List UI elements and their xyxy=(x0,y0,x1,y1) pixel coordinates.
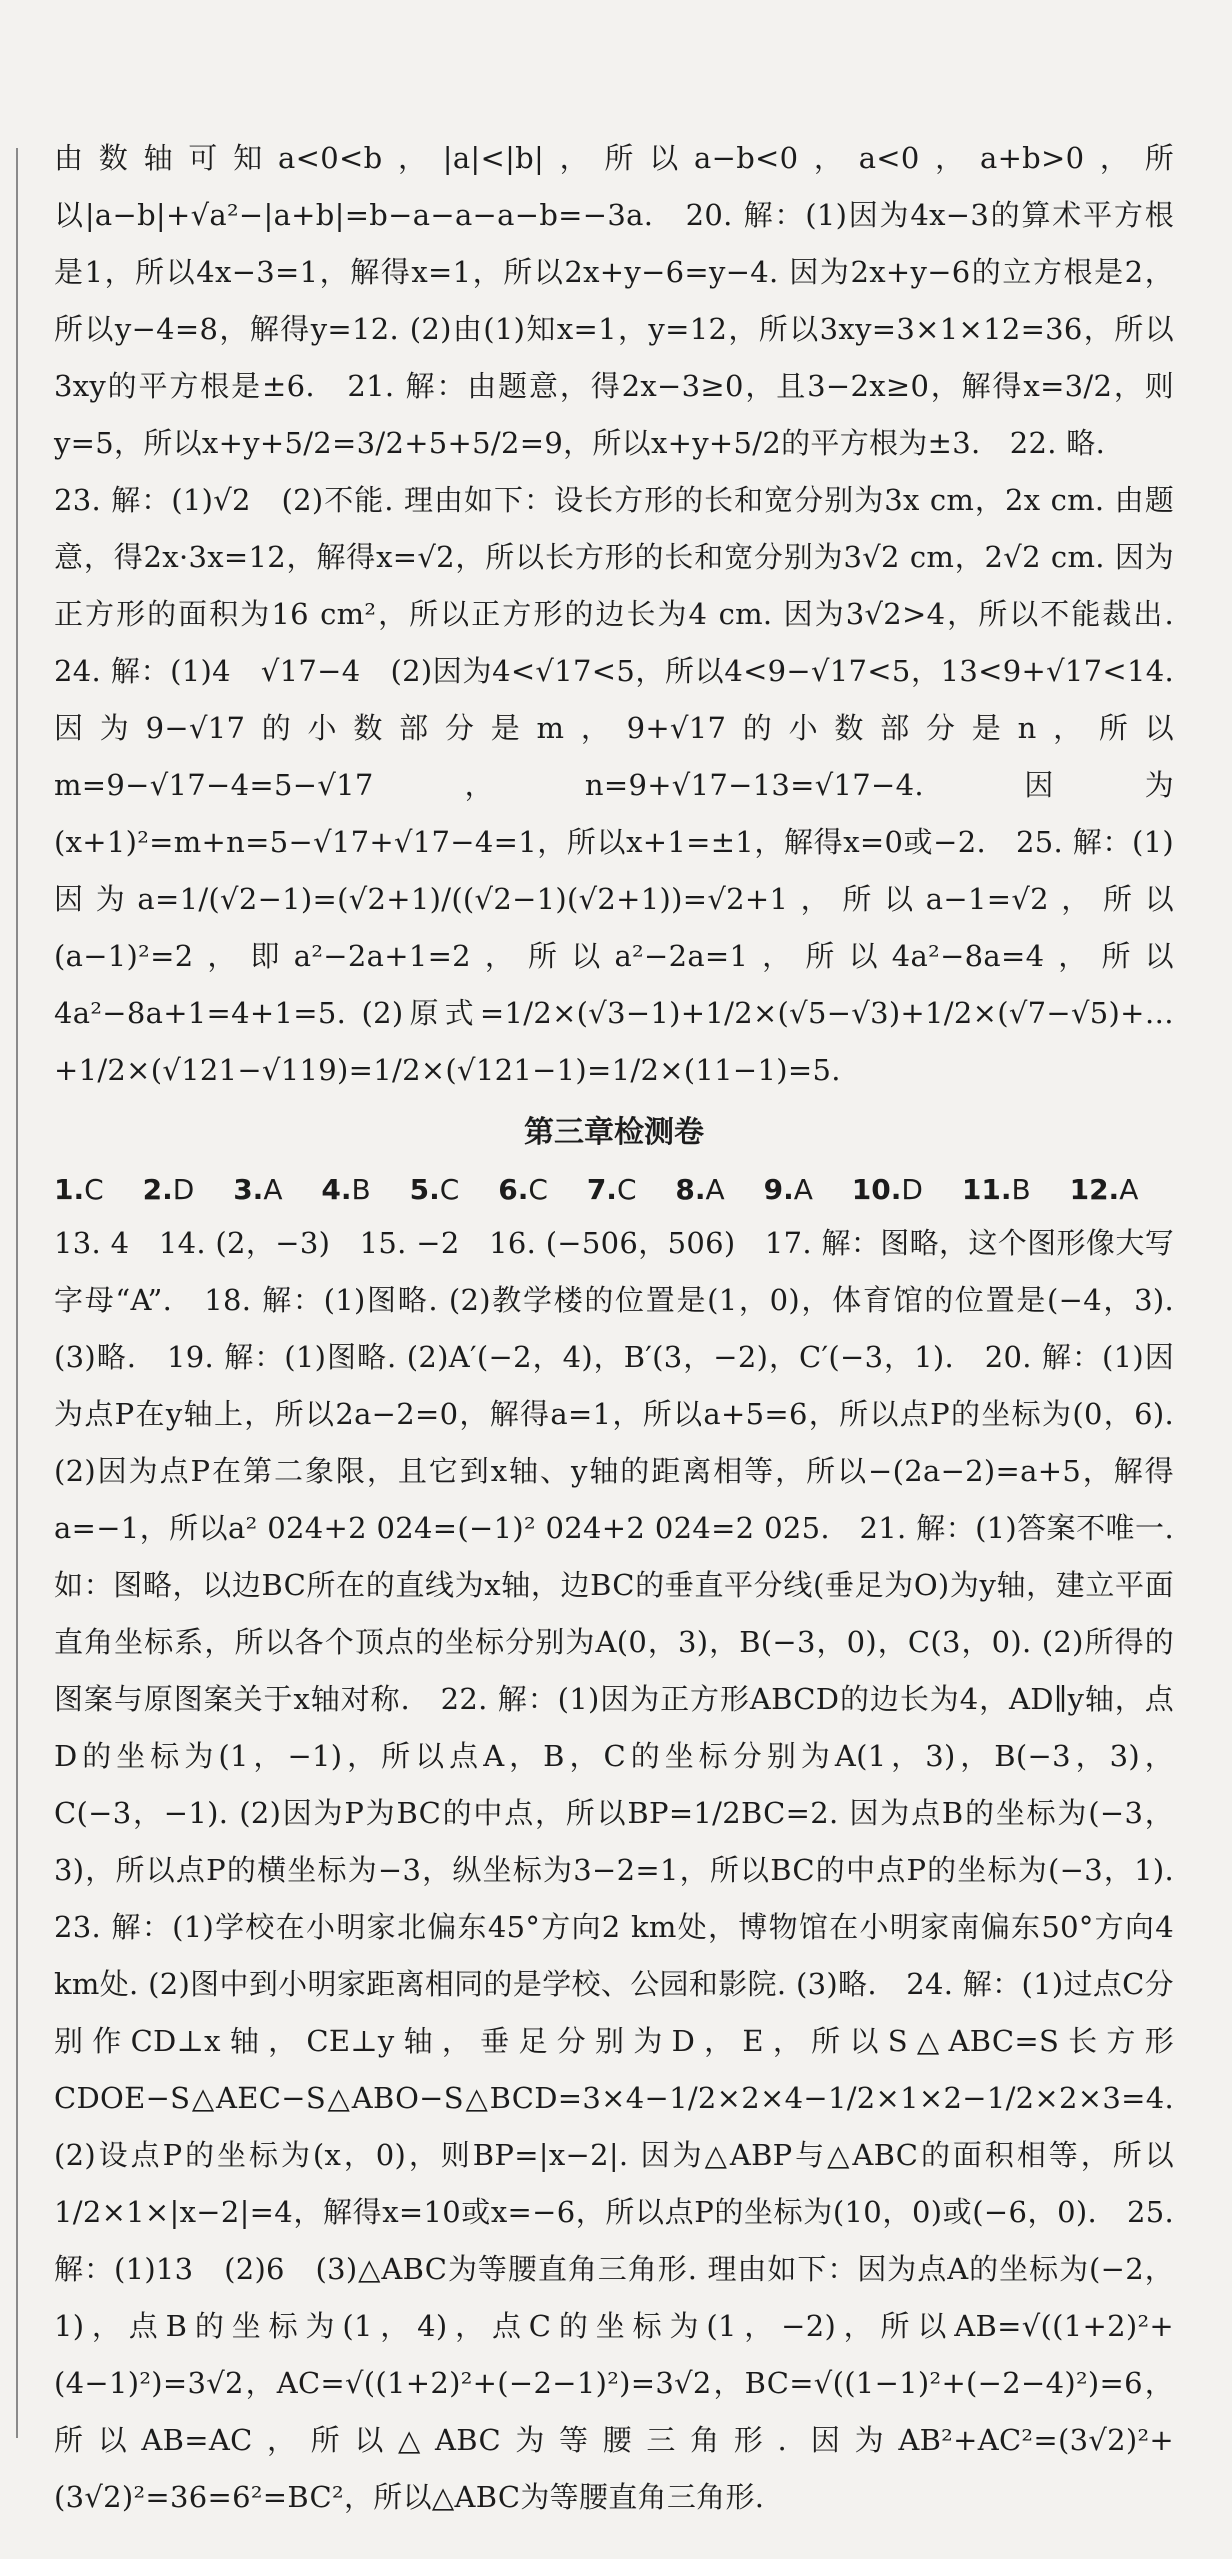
answer-paragraph-2: 23. 解：(1)√2 (2)不能. 理由如下：设长方形的长和宽分别为3x cm，2x cm. 由题意，得2x·3x=12，解得x=√2，所以长方形的长和宽分别为3√2 cm，2√2 cm. 因为正方形的面积为16 cm²，所以正方形的边长为4 cm. 因为3√2>4，所以不能裁出. 24. 解：(1)4 √17−4 (2)因为4<√17<5，所以4<9−√17<5，13<9+√17<14. 因为9−√17的小数部分是m，9+√17的小数部分是n，所以m=9−√17−4=5−√17，n=9+√17−13=√17−4. 因为(x+1)²=m+n=5−√17+√17−4=1，所以x+1=±1，解得x=0或−2. 25. 解：(1)因为a=1/(√2−1)=(√2+1)/((√2−1)(√2+1))=√2+1，所以a−1=√2，所以(a−1)²=2，即a²−2a+1=2，所以a²−2a=1，所以4a²−8a=4，所以4a²−8a+1=4+1=5. (2)原式=1/2×(√3−1)+1/2×(√5−√3)+1/2×(√7−√5)+…+1/2×(√121−√119)=1/2×(√121−1)=1/2×(11−1)=5. xyxy=(54,483,1204,1087)
choice-answer-4: 4.B xyxy=(321,1173,371,1206)
choice-answer-3: 3.A xyxy=(233,1173,283,1206)
answer-paragraph-3: 13. 4 14. (2，−3) 15. −2 16. (−506，506) 17. 解：图略，这个图形像大写字母“A”. 18. 解：(1)图略. (2)教学楼的位置是(1，0)，体育馆的位置是(−4，3). (3)略. 19. 解：(1)图略. (2)A′(−2，4)，B′(3，−2)，C′(−3，1). 20. 解：(1)因为点P在y轴上，所以2a−2=0，解得a=1，所以a+5=6，所以点P的坐标为(0，6). (2)因为点P在第二象限，且它到x轴、y轴的距离相等，所以−(2a−2)=a+5，解得a=−1，所以a² 024+2 024=(−1)² 024+2 024=2 025. 21. 解：(1)答案不唯一. 如：图略，以边BC所在的直线为x轴，边BC的垂直平分线(垂足为O)为y轴，建立平面直角坐标系，所以各个顶点的坐标分别为A(0，3)，B(−3，0)，C(3，0). (2)所得的图案与原图案关于x轴对称. 22. 解：(1)因为正方形ABCD的边长为4，AD∥y轴，点D的坐标为(1，−1)，所以点A，B，C的坐标分别为A(1，3)，B(−3，3)，C(−3，−1). (2)因为P为BC的中点，所以BP=1/2BC=2. 因为点B的坐标为(−3，3)，所以点P的横坐标为−3，纵坐标为3−2=1，所以BC的中点P的坐标为(−3，1). 23. 解：(1)学校在小明家北偏东45°方向2 km处，博物馆在小明家南偏东50°方向4 km处. (2)图中到小明家距离相同的是学校、公园和影院. (3)略. 24. 解：(1)过点C分别作CD⊥x轴，CE⊥y轴，垂足分别为D，E，所以S△ABC=S长方形CDOE−S△AEC−S△ABO−S△BCD=3×4−1/2×2×4−1/2×1×2−1/2×2×3=4. (2)设点P的坐标为(x，0)，则BP=|x−2|. 因为△ABP与△ABC的面积相等，所以1/2×1×|x−2|=4，解得x=10或x=−6，所以点P的坐标为(10，0)或(−6，0). 25. 解：(1)13 (2)6 (3)△ABC为等腰直角三角形. 理由如下：因为点A的坐标为(−2，1)，点B的坐标为(1，4)，点C的坐标为(1，−2)，所以AB=√((1+2)²+(4−1)²)=3√2，AC=√((1+2)²+(−2−1)²)=3√2，BC=√((1−1)²+(−2−4)²)=6，所以AB=AC，所以△ABC为等腰三角形. 因为AB²+AC²=(3√2)²+(3√2)²=36=6²=BC²，所以△ABC为等腰直角三角形. xyxy=(54,1226,1204,2514)
choice-answer-12: 12.A xyxy=(1069,1173,1139,1206)
choice-answer-7: 7.C xyxy=(586,1173,637,1206)
choice-answer-5: 5.C xyxy=(409,1173,460,1206)
answer-content xyxy=(54,130,1204,2526)
left-margin-rule xyxy=(16,148,18,2438)
choice-answer-9: 9.A xyxy=(763,1173,813,1206)
choice-answers xyxy=(54,1165,1174,1215)
choice-answer-8: 8.A xyxy=(675,1173,725,1206)
choice-answer-2: 2.D xyxy=(142,1173,195,1206)
section-title: 第三章检测卷 xyxy=(524,1115,704,1150)
choice-answer-10: 10.D xyxy=(851,1173,923,1206)
choice-answer-11: 11.B xyxy=(961,1173,1031,1206)
answer-paragraph-1: 由数轴可知a<0<b，|a|<|b|，所以a−b<0，a<0，a+b>0，所以|a−b|+√a²−|a+b|=b−a−a−a−b=−3a. 20. 解：(1)因为4x−3的算术平方根是1，所以4x−3=1，解得x=1，所以2x+y−6=y−4. 因为2x+y−6的立方根是2，所以y−4=8，解得y=12. (2)由(1)知x=1，y=12，所以3xy=3×1×12=36，所以3xy的平方根是±6. 21. 解：由题意，得2x−3≥0，且3−2x≥0，解得x=3/2，则y=5，所以x+y+5/2=3/2+5+5/2=9，所以x+y+5/2的平方根为±3. 22. 略. xyxy=(54,141,1174,460)
choice-answer-6: 6.C xyxy=(498,1173,548,1206)
choice-answer-1: 1.C xyxy=(54,1173,104,1206)
